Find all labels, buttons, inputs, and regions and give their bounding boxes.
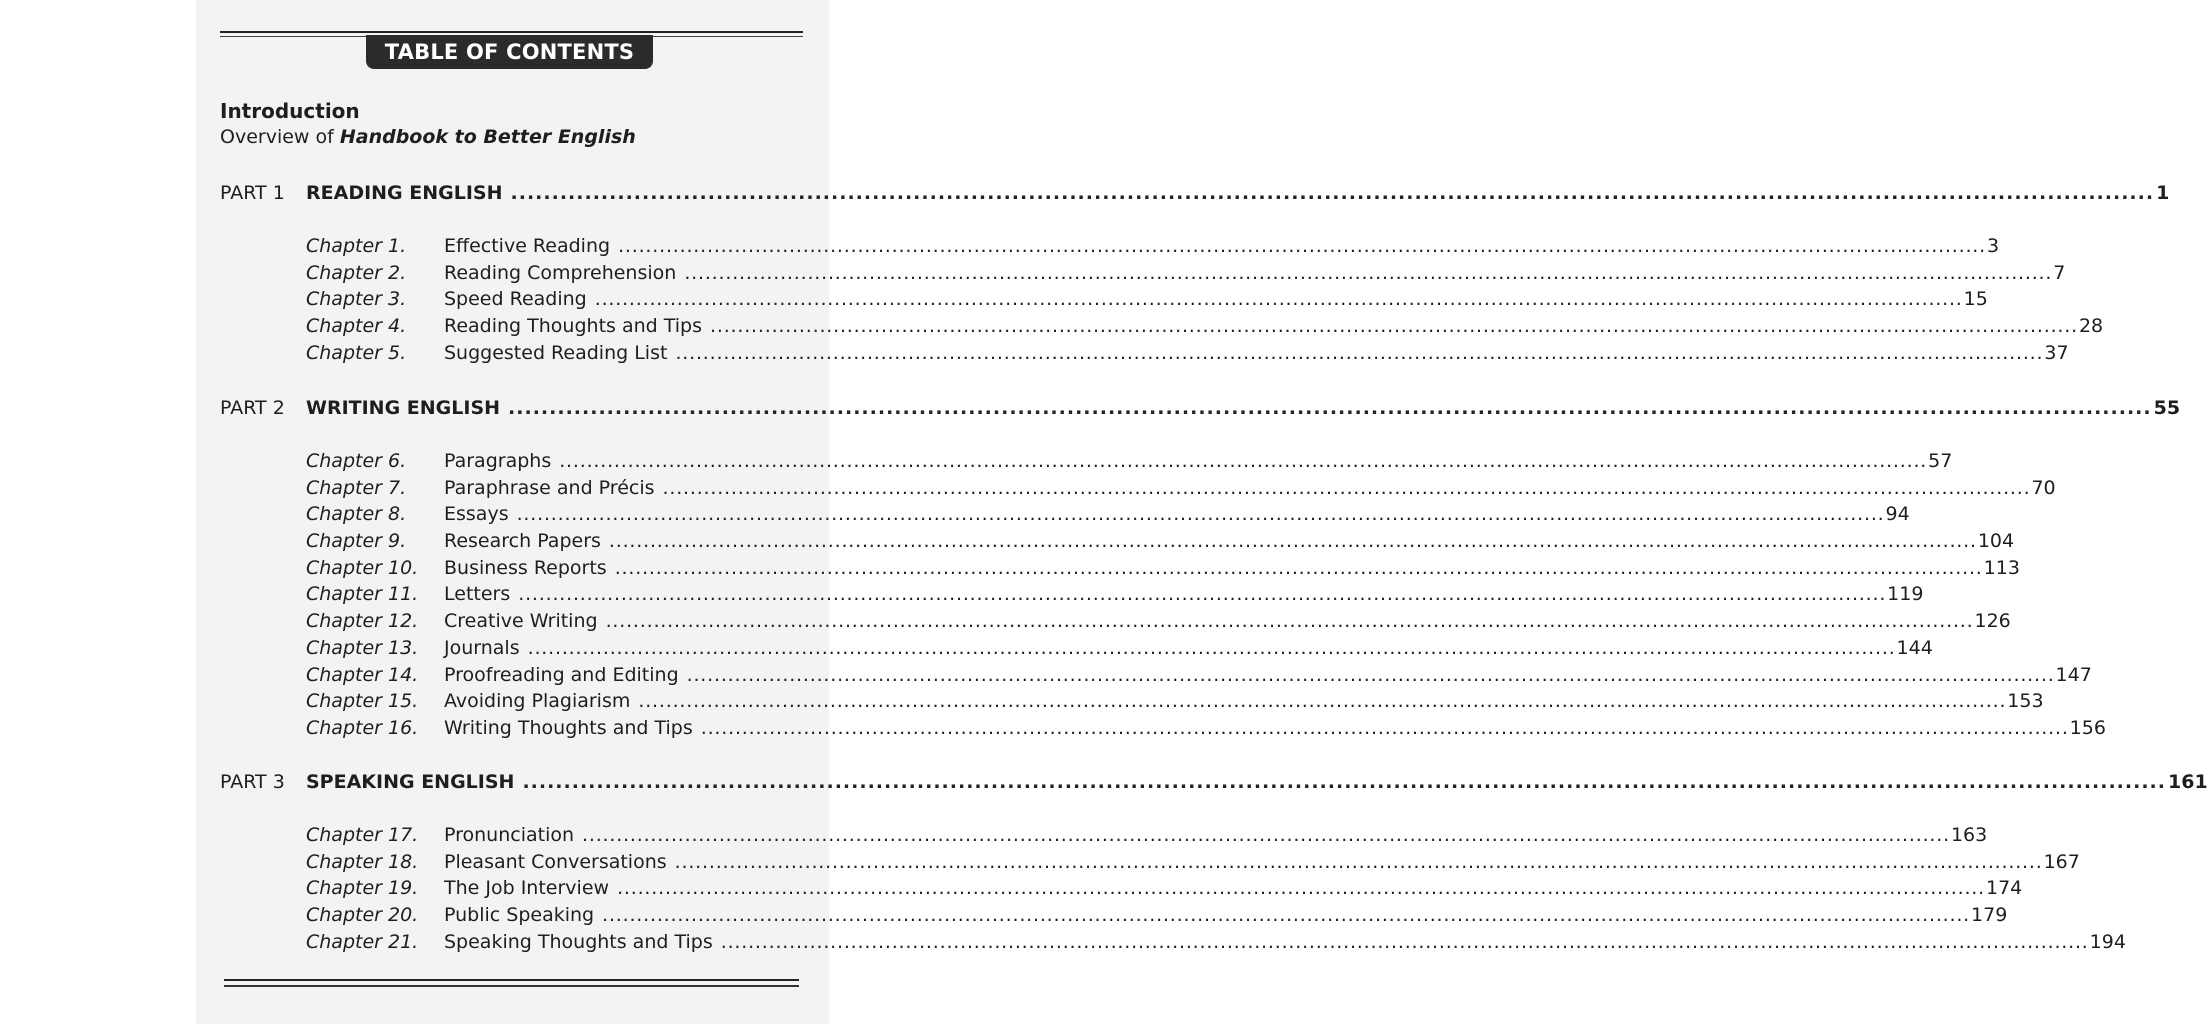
overview-book-title: Handbook to Better English — [339, 126, 636, 148]
chapter-title: Speaking Thoughts and Tips — [444, 930, 713, 953]
dot-leader: ........................................................................................................................................................................................................ — [522, 771, 2166, 793]
dot-leader: ........................................................................................................................................................................................................ — [618, 235, 1986, 257]
dot-leader: ........................................................................................................................................................................................................ — [684, 261, 2053, 284]
chapter-list — [306, 822, 2126, 955]
dot-leader: ........................................................................................................................................................................................................ — [662, 476, 2031, 499]
overview-prefix: Overview of — [220, 126, 334, 148]
chapter-label: Chapter 18. — [306, 850, 419, 873]
chapter-label: Chapter 14. — [306, 663, 419, 686]
chapter-label: Chapter 17. — [306, 824, 419, 846]
chapter-row — [306, 662, 2092, 689]
chapter-title: Effective Reading — [444, 235, 611, 257]
chapter-title: Business Reports — [444, 556, 607, 579]
chapter-title: Reading Thoughts and Tips — [444, 315, 703, 338]
chapter-label: Chapter 3. — [306, 288, 407, 311]
chapter-title: Research Papers — [444, 530, 601, 553]
part-heading — [220, 180, 2170, 206]
part-title: SPEAKING ENGLISH — [306, 771, 515, 793]
chapter-row — [306, 715, 2106, 742]
chapter-label: Chapter 19. — [306, 877, 419, 900]
chapter-label: Chapter 13. — [306, 636, 419, 659]
chapter-title: Proofreading and Editing — [444, 663, 679, 686]
part-number: PART 2 — [220, 397, 285, 419]
chapter-label: Chapter 16. — [306, 716, 419, 739]
chapter-row — [306, 313, 2104, 340]
chapter-label: Chapter 10. — [306, 556, 419, 579]
dot-leader: ........................................................................................................................................................................................................ — [675, 341, 2044, 364]
chapter-label: Chapter 1. — [306, 235, 407, 257]
footer-rule — [224, 979, 799, 987]
chapter-label: Chapter 11. — [306, 583, 419, 606]
chapter-row — [306, 608, 2011, 635]
chapter-page-number: 28 — [2078, 315, 2104, 338]
part-page-number: 1 — [2156, 182, 2170, 204]
chapter-row — [306, 849, 2080, 876]
chapter-label: Chapter 5. — [306, 341, 407, 364]
chapter-title: Public Speaking — [444, 904, 595, 927]
introduction-heading: Introduction — [220, 99, 360, 123]
dot-leader: ........................................................................................................................................................................................................ — [605, 610, 1974, 633]
chapter-title: Reading Comprehension — [444, 261, 677, 284]
dot-leader: ........................................................................................................................................................................................................ — [516, 503, 1885, 526]
chapter-title: Letters — [444, 583, 511, 606]
chapter-page-number: 174 — [1985, 877, 2023, 900]
chapter-label: Chapter 6. — [306, 450, 407, 472]
chapter-page-number: 194 — [2089, 930, 2126, 953]
chapter-row — [306, 475, 2056, 502]
dot-leader: ........................................................................................................................................................................................................ — [602, 904, 1971, 927]
chapter-row — [306, 581, 1924, 608]
chapter-row — [306, 688, 2044, 715]
chapter-page-number: 179 — [1971, 904, 2008, 927]
dot-leader: ........................................................................................................................................................................................................ — [559, 450, 1928, 472]
chapter-title: Avoiding Plagiarism — [444, 690, 631, 713]
chapter-label: Chapter 15. — [306, 690, 419, 713]
chapter-title: Journals — [444, 636, 520, 659]
part-title: READING ENGLISH — [306, 182, 503, 204]
chapter-page-number: 37 — [2044, 341, 2069, 364]
chapter-title: Paragraphs — [444, 450, 552, 472]
chapter-title: Paraphrase and Précis — [444, 476, 655, 499]
chapter-label: Chapter 20. — [306, 904, 419, 927]
chapter-label: Chapter 2. — [306, 261, 407, 284]
dot-leader: ........................................................................................................................................................................................................ — [720, 930, 2089, 953]
part-heading — [220, 769, 2208, 795]
chapter-title: The Job Interview — [444, 877, 610, 900]
chapter-title: Essays — [444, 503, 509, 526]
chapter-row — [306, 929, 2126, 956]
chapter-page-number: 156 — [2069, 716, 2106, 739]
toc-title: TABLE OF CONTENTS — [366, 35, 653, 69]
chapter-row — [306, 501, 1910, 528]
book-page — [196, 0, 2208, 1024]
chapter-list — [306, 233, 2104, 366]
chapter-label: Chapter 12. — [306, 610, 419, 633]
chapter-page-number: 57 — [1928, 450, 1953, 472]
chapter-page-number: 153 — [2007, 690, 2044, 713]
chapter-page-number: 104 — [1977, 530, 2015, 553]
chapter-row — [306, 875, 2023, 902]
chapter-label: Chapter 4. — [306, 315, 407, 338]
chapter-title: Writing Thoughts and Tips — [444, 716, 693, 739]
chapter-page-number: 126 — [1974, 610, 2011, 633]
dot-leader: ........................................................................................................................................................................................................ — [614, 556, 1983, 579]
dot-leader: ........................................................................................................................................................................................................ — [674, 850, 2043, 873]
dot-leader: ........................................................................................................................................................................................................ — [508, 397, 2152, 419]
chapter-title: Suggested Reading List — [444, 341, 668, 364]
dot-leader: ........................................................................................................................................................................................................ — [700, 716, 2069, 739]
chapter-label: Chapter 9. — [306, 530, 407, 553]
chapter-page-number: 94 — [1885, 503, 1910, 526]
chapter-label: Chapter 7. — [306, 476, 407, 499]
part-page-number: 161 — [2168, 771, 2208, 793]
chapter-title: Pronunciation — [444, 824, 575, 846]
chapter-page-number: 113 — [1983, 556, 2020, 579]
chapter-row — [306, 286, 1988, 313]
chapter-row — [306, 555, 2020, 582]
dot-leader: ........................................................................................................................................................................................................ — [594, 288, 1963, 311]
chapter-row — [306, 448, 1953, 475]
chapter-title: Pleasant Conversations — [444, 850, 667, 873]
chapter-title: Creative Writing — [444, 610, 598, 633]
chapter-list — [306, 448, 2106, 742]
part-title: WRITING ENGLISH — [306, 397, 501, 419]
chapter-row — [306, 822, 1988, 849]
part-number: PART 1 — [220, 182, 285, 204]
chapter-page-number: 7 — [2053, 261, 2066, 284]
chapter-label: Chapter 21. — [306, 930, 419, 953]
dot-leader: ........................................................................................................................................................................................................ — [608, 530, 1977, 553]
chapter-page-number: 70 — [2031, 476, 2056, 499]
chapter-row — [306, 260, 2066, 287]
dot-leader: ........................................................................................................................................................................................................ — [686, 663, 2055, 686]
chapter-page-number: 119 — [1887, 583, 1924, 606]
chapter-page-number: 15 — [1963, 288, 1988, 311]
dot-leader: ........................................................................................................................................................................................................ — [510, 182, 2155, 204]
dot-leader: ........................................................................................................................................................................................................ — [638, 690, 2007, 713]
part-number: PART 3 — [220, 771, 285, 793]
chapter-page-number: 144 — [1896, 636, 1933, 659]
chapter-page-number: 163 — [1950, 824, 1988, 846]
introduction-overview — [220, 124, 636, 150]
chapter-row — [306, 902, 2008, 929]
chapter-row — [306, 635, 1933, 662]
chapter-row — [306, 340, 2069, 367]
dot-leader: ........................................................................................................................................................................................................ — [518, 583, 1887, 606]
dot-leader: ........................................................................................................................................................................................................ — [617, 877, 1985, 900]
chapter-page-number: 167 — [2043, 850, 2080, 873]
part-heading — [220, 395, 2181, 421]
dot-leader: ........................................................................................................................................................................................................ — [527, 636, 1896, 659]
dot-leader: ........................................................................................................................................................................................................ — [710, 315, 2078, 338]
chapter-row — [306, 233, 2000, 260]
part-page-number: 55 — [2153, 397, 2181, 419]
chapter-label: Chapter 8. — [306, 503, 407, 526]
chapter-title: Speed Reading — [444, 288, 587, 311]
chapter-page-number: 3 — [1986, 235, 2000, 257]
chapter-row — [306, 528, 2015, 555]
chapter-page-number: 147 — [2055, 663, 2092, 686]
dot-leader: ........................................................................................................................................................................................................ — [582, 824, 1950, 846]
